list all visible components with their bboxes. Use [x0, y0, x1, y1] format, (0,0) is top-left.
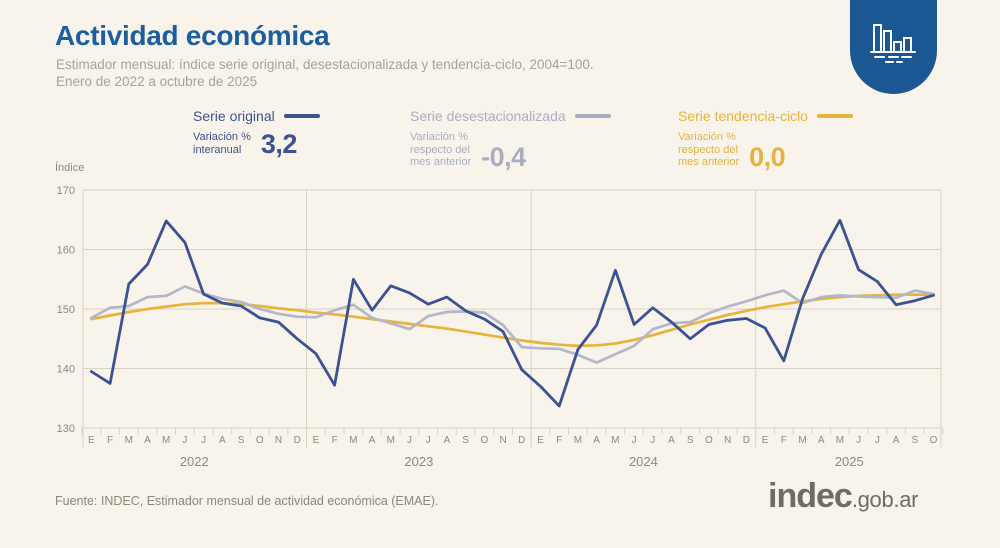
- month-label: J: [650, 435, 656, 446]
- source-note: Fuente: INDEC, Estimador mensual de actividad económica (EMAE).: [55, 494, 439, 508]
- legend-label-desestacionalizada: Serie desestacionalizada: [410, 108, 566, 124]
- y-tick-label: 140: [56, 363, 75, 376]
- month-label: O: [929, 435, 938, 446]
- indec-logo-suffix: .gob.ar: [851, 487, 919, 512]
- legend-metric-original: Variación % interanual: [193, 131, 251, 156]
- month-label: D: [293, 435, 301, 446]
- legend-metric-tendencia: Variación % respecto del mes anterior: [678, 131, 740, 168]
- legend-value-original: 3,2: [260, 129, 297, 159]
- subtitle-line-2: Enero de 2022 a octubre de 2025: [56, 74, 258, 89]
- month-label: E: [761, 435, 769, 446]
- month-label: F: [107, 435, 114, 446]
- month-label: J: [425, 435, 431, 446]
- month-label: M: [124, 435, 133, 446]
- legend-label-tendencia: Serie tendencia-ciclo: [678, 108, 808, 124]
- month-label: A: [593, 435, 600, 446]
- month-label: A: [817, 435, 825, 446]
- month-label: F: [780, 435, 787, 446]
- month-label: N: [274, 435, 283, 446]
- month-label: O: [480, 435, 489, 446]
- legend-metric-desestacionalizada: Variación % respecto del mes anterior: [410, 131, 472, 168]
- month-label: O: [255, 435, 264, 446]
- legend-value-tendencia: 0,0: [749, 141, 786, 172]
- month-label: M: [386, 435, 395, 446]
- y-tick-label: 170: [56, 185, 75, 197]
- month-label: S: [237, 435, 245, 446]
- month-label: J: [856, 435, 862, 446]
- page-title: Actividad económica: [55, 20, 330, 51]
- month-label: A: [144, 435, 151, 446]
- month-label: M: [162, 435, 171, 446]
- month-label: F: [556, 435, 563, 446]
- month-label: N: [499, 435, 507, 446]
- month-label: F: [331, 435, 338, 446]
- series-line-serie-original: [91, 220, 933, 406]
- year-label: 2022: [179, 454, 209, 469]
- month-label: J: [201, 435, 207, 446]
- month-label: A: [443, 435, 451, 446]
- month-label: N: [724, 435, 732, 446]
- month-label: A: [219, 435, 226, 446]
- month-label: J: [631, 435, 637, 446]
- month-label: M: [349, 435, 358, 446]
- month-label: S: [686, 435, 694, 446]
- month-label: M: [611, 435, 620, 446]
- month-label: A: [892, 435, 900, 446]
- indec-logo-main: indec: [768, 477, 852, 515]
- month-label: E: [88, 435, 95, 446]
- y-tick-label: 130: [56, 423, 75, 435]
- y-axis-title: Índice: [55, 162, 85, 174]
- month-label: M: [573, 435, 583, 446]
- month-label: E: [537, 435, 544, 446]
- year-label: 2025: [834, 454, 864, 469]
- month-label: D: [742, 435, 750, 446]
- subtitle-line-1: Estimador mensual: índice serie original, desestacionalizada y tendencia-ciclo, 2004=100.: [56, 57, 594, 72]
- month-label: J: [406, 435, 412, 446]
- legend-value-desestacionalizada: -0,4: [481, 141, 526, 172]
- month-label: J: [874, 435, 880, 446]
- year-label: 2023: [404, 454, 434, 469]
- y-tick-label: 150: [56, 304, 75, 316]
- month-label: M: [798, 435, 807, 446]
- month-label: O: [705, 435, 713, 446]
- month-label: M: [835, 435, 845, 446]
- month-label: A: [668, 435, 675, 446]
- y-tick-label: 160: [56, 244, 75, 257]
- month-label: A: [368, 435, 376, 446]
- month-label: J: [182, 435, 188, 446]
- year-label: 2024: [628, 454, 658, 469]
- month-label: S: [911, 435, 919, 446]
- month-label: E: [312, 435, 320, 446]
- month-label: D: [518, 435, 526, 446]
- legend-label-original: Serie original: [193, 108, 275, 124]
- month-label: S: [462, 435, 469, 446]
- indec-logo: [768, 477, 918, 516]
